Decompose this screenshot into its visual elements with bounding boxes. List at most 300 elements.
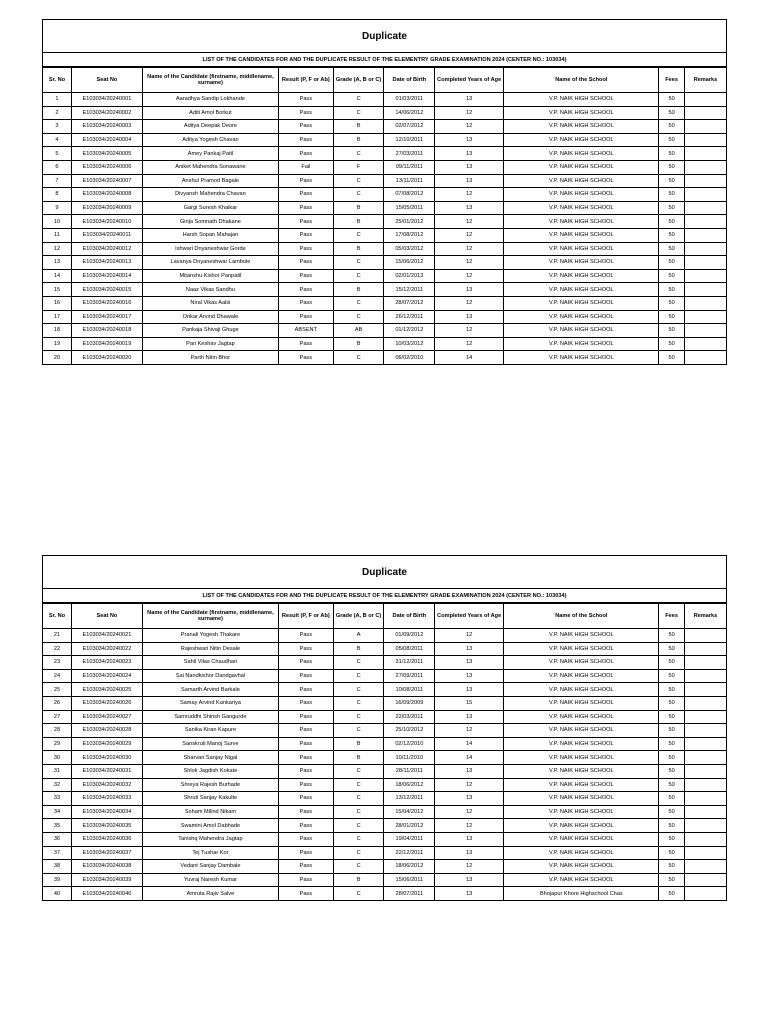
candidate-name-cell: Samruddhi Shirish Gangurde [142,710,278,724]
sr-no-cell: 13 [43,256,71,270]
age-cell: 12 [435,256,504,270]
school-name-cell: V.P. NAIK HIGH SCHOOL [504,337,659,351]
seat-no-cell: E103034/20240028 [71,724,142,738]
sr-no-cell: 21 [43,629,71,643]
grade-cell: C [333,764,384,778]
seat-no-cell: E103034/20240037 [71,846,142,860]
age-cell: 13 [435,93,504,107]
candidate-name-cell: Niral Vikas Aalsi [142,296,278,310]
result-cell: Pass [278,860,333,874]
grade-cell: C [333,860,384,874]
table-row [43,174,726,188]
table-row [43,629,726,643]
result-cell: Pass [278,242,333,256]
dob-cell: 15/04/2012 [384,805,435,819]
age-cell: 13 [435,133,504,147]
remarks-cell [684,778,726,792]
age-cell: 15 [435,696,504,710]
result-cell: Pass [278,656,333,670]
age-cell: 13 [435,887,504,900]
candidate-name-cell: Samarth Arvind Barkale [142,683,278,697]
age-cell: 13 [435,764,504,778]
dob-cell: 13/12/2011 [384,792,435,806]
age-cell: 12 [435,805,504,819]
remarks-cell [684,696,726,710]
candidate-name-cell: Mitanshu Kishor Panpatil [142,269,278,283]
fees-cell: 50 [659,737,684,751]
sr-no-cell: 23 [43,656,71,670]
remarks-cell [684,228,726,242]
age-cell: 13 [435,160,504,174]
age-cell: 13 [435,310,504,324]
school-name-cell: V.P. NAIK HIGH SCHOOL [504,683,659,697]
age-cell: 13 [435,832,504,846]
dob-cell: 05/03/2012 [384,242,435,256]
column-header: Fees [659,68,684,93]
remarks-cell [684,283,726,297]
seat-no-cell: E103034/20240014 [71,269,142,283]
fees-cell: 50 [659,792,684,806]
result-cell: Pass [278,778,333,792]
dob-cell: 02/07/2012 [384,120,435,134]
result-cell: Pass [278,887,333,900]
age-cell: 13 [435,656,504,670]
result-cell: Pass [278,669,333,683]
dob-cell: 18/06/2012 [384,778,435,792]
school-name-cell: V.P. NAIK HIGH SCHOOL [504,710,659,724]
candidate-name-cell: Vedant Sanjay Dambale [142,860,278,874]
result-cell: Pass [278,310,333,324]
candidate-name-cell: Sahil Vilas Chaudhari [142,656,278,670]
dob-cell: 25/10/2012 [384,724,435,738]
fees-cell: 50 [659,120,684,134]
school-name-cell: V.P. NAIK HIGH SCHOOL [504,737,659,751]
remarks-cell [684,337,726,351]
seat-no-cell: E103034/20240027 [71,710,142,724]
grade-cell: B [333,337,384,351]
result-cell: Pass [278,201,333,215]
school-name-cell: V.P. NAIK HIGH SCHOOL [504,669,659,683]
remarks-cell [684,683,726,697]
result-cell: Pass [278,337,333,351]
grade-cell: C [333,669,384,683]
dob-cell: 27/09/2011 [384,669,435,683]
seat-no-cell: E103034/20240029 [71,737,142,751]
school-name-cell: V.P. NAIK HIGH SCHOOL [504,269,659,283]
dob-cell: 01/03/2011 [384,93,435,107]
candidate-name-cell: Rajeshwari Nitin Desale [142,642,278,656]
fees-cell: 50 [659,832,684,846]
result-cell: Pass [278,805,333,819]
remarks-cell [684,296,726,310]
grade-cell: B [333,642,384,656]
dob-cell: 02/01/2013 [384,269,435,283]
sr-no-cell: 1 [43,93,71,107]
grade-cell: C [333,887,384,900]
result-cell: Pass [278,106,333,120]
result-cell: Pass [278,819,333,833]
candidate-name-cell: Sharvari Sanjay Nigal [142,751,278,765]
age-cell: 13 [435,642,504,656]
seat-no-cell: E103034/20240025 [71,683,142,697]
seat-no-cell: E103034/20240018 [71,324,142,338]
fees-cell: 50 [659,256,684,270]
column-header: Sr. No [43,604,71,629]
remarks-cell [684,860,726,874]
fees-cell: 50 [659,696,684,710]
fees-cell: 50 [659,724,684,738]
school-name-cell: V.P. NAIK HIGH SCHOOL [504,832,659,846]
fees-cell: 50 [659,283,684,297]
result-cell: Pass [278,751,333,765]
school-name-cell: V.P. NAIK HIGH SCHOOL [504,188,659,202]
column-header: Date of Birth [384,604,435,629]
grade-cell: C [333,106,384,120]
school-name-cell: V.P. NAIK HIGH SCHOOL [504,873,659,887]
dob-cell: 28/01/2012 [384,819,435,833]
table-row [43,215,726,229]
sr-no-cell: 27 [43,710,71,724]
school-name-cell: V.P. NAIK HIGH SCHOOL [504,283,659,297]
fees-cell: 50 [659,751,684,765]
candidate-name-cell: Shruti Sanjay Kakulte [142,792,278,806]
result-cell: Pass [278,792,333,806]
school-name-cell: V.P. NAIK HIGH SCHOOL [504,351,659,364]
dob-cell: 28/07/2011 [384,887,435,900]
table-row [43,296,726,310]
school-name-cell: V.P. NAIK HIGH SCHOOL [504,846,659,860]
result-cell: Pass [278,351,333,364]
school-name-cell: V.P. NAIK HIGH SCHOOL [504,805,659,819]
fees-cell: 50 [659,228,684,242]
dob-cell: 16/09/2009 [384,696,435,710]
fees-cell: 50 [659,629,684,643]
candidate-name-cell: Aniket Mahendra Sonawane [142,160,278,174]
grade-cell: F [333,160,384,174]
grade-cell: C [333,269,384,283]
remarks-cell [684,160,726,174]
remarks-cell [684,310,726,324]
remarks-cell [684,324,726,338]
remarks-cell [684,669,726,683]
table-row [43,764,726,778]
remarks-cell [684,792,726,806]
candidate-name-cell: Pankaja Shivaji Ghuge [142,324,278,338]
fees-cell: 50 [659,269,684,283]
seat-no-cell: E103034/20240001 [71,93,142,107]
sr-no-cell: 24 [43,669,71,683]
remarks-cell [684,201,726,215]
sr-no-cell: 39 [43,873,71,887]
remarks-cell [684,269,726,283]
age-cell: 12 [435,778,504,792]
seat-no-cell: E103034/20240031 [71,764,142,778]
column-header: Seat No [71,604,142,629]
column-header: Name of the Candidate (firstname, middlename, surname) [142,604,278,629]
seat-no-cell: E103034/20240008 [71,188,142,202]
dob-cell: 22/12/2011 [384,846,435,860]
seat-no-cell: E103034/20240026 [71,696,142,710]
result-cell: Pass [278,724,333,738]
seat-no-cell: E103034/20240017 [71,310,142,324]
candidate-name-cell: Sanika Kiran Kapure [142,724,278,738]
remarks-cell [684,710,726,724]
age-cell: 14 [435,737,504,751]
dob-cell: 14/06/2012 [384,106,435,120]
seat-no-cell: E103034/20240013 [71,256,142,270]
seat-no-cell: E103034/20240023 [71,656,142,670]
grade-cell: B [333,737,384,751]
dob-cell: 10/11/2010 [384,751,435,765]
school-name-cell: V.P. NAIK HIGH SCHOOL [504,133,659,147]
grade-cell: C [333,805,384,819]
column-header: Sr. No [43,68,71,93]
table-row [43,805,726,819]
fees-cell: 50 [659,642,684,656]
grade-cell: B [333,751,384,765]
remarks-cell [684,819,726,833]
result-sheet-2 [42,555,727,901]
fees-cell: 50 [659,174,684,188]
remarks-cell [684,832,726,846]
fees-cell: 50 [659,147,684,161]
column-header: Completed Years of Age [435,604,504,629]
seat-no-cell: E103034/20240024 [71,669,142,683]
dob-cell: 19/04/2011 [384,832,435,846]
grade-cell: C [333,778,384,792]
table-row [43,160,726,174]
table-row [43,683,726,697]
age-cell: 12 [435,324,504,338]
result-cell: Pass [278,215,333,229]
candidate-name-cell: Aditya Yogesh Chavan [142,133,278,147]
fees-cell: 50 [659,201,684,215]
remarks-cell [684,133,726,147]
sr-no-cell: 11 [43,228,71,242]
table-row [43,832,726,846]
dob-cell: 18/06/2012 [384,860,435,874]
grade-cell: C [333,683,384,697]
age-cell: 12 [435,120,504,134]
column-header: Remarks [684,604,726,629]
fees-cell: 50 [659,351,684,364]
result-cell: Pass [278,120,333,134]
age-cell: 12 [435,188,504,202]
result-cell: Pass [278,296,333,310]
candidates-table [43,67,726,364]
seat-no-cell: E103034/20240022 [71,642,142,656]
sr-no-cell: 5 [43,147,71,161]
school-name-cell: V.P. NAIK HIGH SCHOOL [504,819,659,833]
school-name-cell: V.P. NAIK HIGH SCHOOL [504,696,659,710]
age-cell: 13 [435,174,504,188]
age-cell: 12 [435,228,504,242]
result-cell: Pass [278,832,333,846]
dob-cell: 28/11/2011 [384,764,435,778]
column-header: Fees [659,604,684,629]
sr-no-cell: 8 [43,188,71,202]
sr-no-cell: 18 [43,324,71,338]
age-cell: 12 [435,215,504,229]
school-name-cell: V.P. NAIK HIGH SCHOOL [504,310,659,324]
age-cell: 13 [435,846,504,860]
seat-no-cell: E103034/20240004 [71,133,142,147]
remarks-cell [684,887,726,900]
sr-no-cell: 30 [43,751,71,765]
dob-cell: 22/03/2011 [384,710,435,724]
sr-no-cell: 19 [43,337,71,351]
remarks-cell [684,351,726,364]
remarks-cell [684,764,726,778]
age-cell: 13 [435,683,504,697]
fees-cell: 50 [659,873,684,887]
table-row [43,93,726,107]
candidate-name-cell: Parth Nitin Bhor [142,351,278,364]
fees-cell: 50 [659,337,684,351]
grade-cell: C [333,792,384,806]
school-name-cell: V.P. NAIK HIGH SCHOOL [504,792,659,806]
grade-cell: C [333,93,384,107]
result-cell: Pass [278,629,333,643]
age-cell: 12 [435,242,504,256]
candidate-name-cell: Shreya Rajesh Burhade [142,778,278,792]
fees-cell: 50 [659,296,684,310]
remarks-cell [684,724,726,738]
sr-no-cell: 33 [43,792,71,806]
sr-no-cell: 7 [43,174,71,188]
sr-no-cell: 36 [43,832,71,846]
remarks-cell [684,215,726,229]
table-row [43,201,726,215]
candidate-name-cell: Harsh Sopan Mahajan [142,228,278,242]
remarks-cell [684,147,726,161]
table-row [43,228,726,242]
sr-no-cell: 17 [43,310,71,324]
sr-no-cell: 10 [43,215,71,229]
fees-cell: 50 [659,242,684,256]
seat-no-cell: E103034/20240019 [71,337,142,351]
table-row [43,120,726,134]
grade-cell: C [333,351,384,364]
remarks-cell [684,256,726,270]
remarks-cell [684,805,726,819]
table-row [43,147,726,161]
column-header: Remarks [684,68,726,93]
dob-cell: 06/02/2010 [384,351,435,364]
grade-cell: C [333,296,384,310]
grade-cell: A [333,629,384,643]
dob-cell: 15/06/2012 [384,256,435,270]
grade-cell: C [333,228,384,242]
dob-cell: 10/08/2011 [384,683,435,697]
school-name-cell: V.P. NAIK HIGH SCHOOL [504,656,659,670]
sr-no-cell: 25 [43,683,71,697]
column-header: Result (P, F or Ab) [278,604,333,629]
seat-no-cell: E103034/20240005 [71,147,142,161]
candidates-table [43,603,726,900]
grade-cell: B [333,133,384,147]
remarks-cell [684,873,726,887]
remarks-cell [684,656,726,670]
table-row [43,751,726,765]
grade-cell: C [333,846,384,860]
dob-cell: 25/01/2012 [384,215,435,229]
sr-no-cell: 38 [43,860,71,874]
age-cell: 13 [435,873,504,887]
age-cell: 12 [435,269,504,283]
candidate-name-cell: Yuvraj Naresh Kumar [142,873,278,887]
remarks-cell [684,188,726,202]
column-header: Grade (A, B or C) [333,604,384,629]
seat-no-cell: E103034/20240034 [71,805,142,819]
fees-cell: 50 [659,764,684,778]
fees-cell: 50 [659,215,684,229]
seat-no-cell: E103034/20240035 [71,819,142,833]
seat-no-cell: E103034/20240007 [71,174,142,188]
fees-cell: 50 [659,133,684,147]
result-cell: Pass [278,283,333,297]
grade-cell: B [333,201,384,215]
age-cell: 14 [435,751,504,765]
sr-no-cell: 28 [43,724,71,738]
remarks-cell [684,242,726,256]
school-name-cell: V.P. NAIK HIGH SCHOOL [504,324,659,338]
grade-cell: C [333,256,384,270]
sr-no-cell: 6 [43,160,71,174]
result-sheet-1 [42,19,727,365]
result-cell: Pass [278,683,333,697]
candidate-name-cell: Aditi Amol Borkut [142,106,278,120]
dob-cell: 15/12/2011 [384,283,435,297]
table-row [43,269,726,283]
sr-no-cell: 16 [43,296,71,310]
school-name-cell: V.P. NAIK HIGH SCHOOL [504,215,659,229]
sr-no-cell: 2 [43,106,71,120]
sr-no-cell: 26 [43,696,71,710]
grade-cell: C [333,724,384,738]
table-row [43,778,726,792]
age-cell: 13 [435,669,504,683]
grade-cell: C [333,147,384,161]
fees-cell: 50 [659,106,684,120]
candidate-name-cell: Naaz Vikas Sandhu [142,283,278,297]
seat-no-cell: E103034/20240038 [71,860,142,874]
dob-cell: 07/08/2012 [384,188,435,202]
school-name-cell: V.P. NAIK HIGH SCHOOL [504,764,659,778]
sheet-subtitle: LIST OF THE CANDIDATES FOR AND THE DUPLICATE RESULT OF THE ELEMENTRY GRADE EXAMINATION 2024 (CENTER NO.: 103034) [43,589,726,603]
sr-no-cell: 34 [43,805,71,819]
candidate-name-cell: Tanishq Mahendra Jagtap [142,832,278,846]
candidate-name-cell: Aaradhya Sandip Lokhande [142,93,278,107]
fees-cell: 50 [659,805,684,819]
table-row [43,337,726,351]
sheet-title: Duplicate [43,20,726,53]
column-header: Date of Birth [384,68,435,93]
candidate-name-cell: Sai Nandkishor Dandgavhal [142,669,278,683]
result-cell: Pass [278,846,333,860]
remarks-cell [684,93,726,107]
fees-cell: 50 [659,669,684,683]
seat-no-cell: E103034/20240011 [71,228,142,242]
seat-no-cell: E103034/20240032 [71,778,142,792]
fees-cell: 50 [659,846,684,860]
fees-cell: 50 [659,324,684,338]
result-cell: Pass [278,93,333,107]
sr-no-cell: 12 [43,242,71,256]
candidate-name-cell: Amey Pankaj Patil [142,147,278,161]
school-name-cell: V.P. NAIK HIGH SCHOOL [504,106,659,120]
age-cell: 13 [435,710,504,724]
